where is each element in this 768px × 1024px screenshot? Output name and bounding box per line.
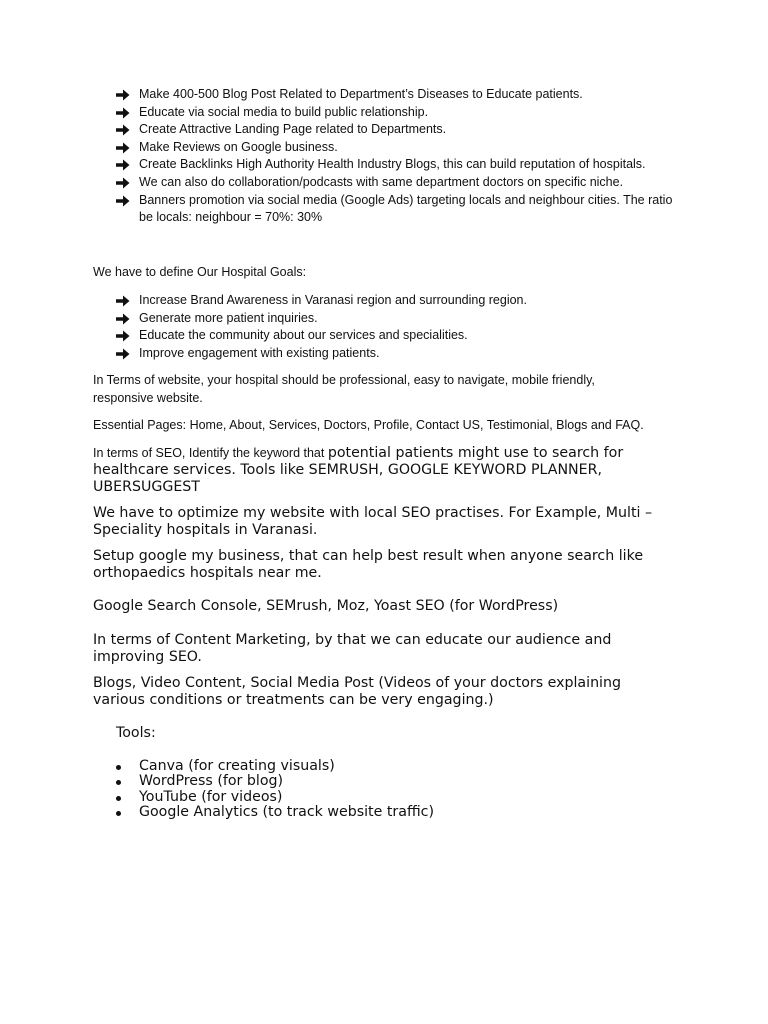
list-item [116,292,686,310]
strategy-list [116,86,686,227]
list-item-text: Create Attractive Landing Page related to Departments. [139,122,447,137]
list-item [116,104,686,122]
arrow-bullet-icon [116,295,130,307]
arrow-bullet-icon [116,89,130,101]
seo-tools-paragraph: Google Search Console, SEMrush, Moz, Yoast SEO (for WordPress) [93,598,559,614]
seo-paragraph-rest: potential patients might use to search for healthcare services. Tools like SEMRUSH, GOOGLE KEYWORD PLANNER, UBERSUGGEST [93,445,624,495]
list-item [116,156,686,174]
list-item [112,774,672,789]
bullet-dot-icon [116,780,121,785]
bullet-dot-icon [116,765,121,770]
list-item [116,139,686,157]
list-item [112,759,672,774]
content-types-paragraph: Blogs, Video Content, Social Media Post (Videos of your doctors explaining various conditions or treatments can be very engaging.) [93,675,621,708]
list-item-text: Generate more patient inquiries. [139,310,318,325]
tools-list [112,759,672,821]
seo-paragraph [93,445,668,496]
list-item [116,86,686,104]
list-item-text: Create Backlinks High Authority Health Industry Blogs, this can build reputation of hospitals. [139,157,646,172]
list-item [112,805,672,820]
list-item-text: We can also do collaboration/podcasts with same department doctors on specific niche. [139,174,624,189]
list-item [116,192,686,227]
list-item [112,790,672,805]
list-item-text: Canva (for creating visuals) [139,758,335,774]
list-item [116,174,686,192]
arrow-bullet-icon [116,177,130,189]
list-item-text: Educate via social media to build public relationship. [139,104,429,119]
list-item-text: Google Analytics (to track website traffic) [139,804,434,821]
goals-list [116,292,686,362]
list-item-text: Educate the community about our services and specialities. [139,328,468,343]
list-item [116,327,686,345]
list-item-text: Make Reviews on Google business. [139,139,338,154]
website-paragraph: In Terms of website, your hospital should be professional, easy to navigate, mobile friendly, responsive website. [93,373,595,405]
local-seo-paragraph: We have to optimize my website with local SEO practises. For Example, Multi – Speciality hospitals in Varanasi. [93,505,653,538]
arrow-bullet-icon [116,313,130,325]
tools-heading: Tools: [116,725,156,741]
google-my-business-paragraph: Setup google my business, that can help best result when anyone search like orthopaedics hospitals near me. [93,548,644,581]
essential-pages-paragraph: Essential Pages: Home, About, Services, Doctors, Profile, Contact US, Testimonial, Blogs and FAQ. [93,418,644,432]
arrow-bullet-icon [116,330,130,342]
list-item-text: Banners promotion via social media (Google Ads) targeting locals and neighbour cities. The ratio be locals: neighbour = 70%: 30% [139,192,673,225]
content-marketing-paragraph: In terms of Content Marketing, by that we can educate our audience and improving SEO. [93,632,612,665]
bullet-dot-icon [116,796,121,801]
arrow-bullet-icon [116,159,130,171]
arrow-bullet-icon [116,348,130,360]
list-item [116,345,686,363]
arrow-bullet-icon [116,142,130,154]
list-item-text: Increase Brand Awareness in Varanasi region and surrounding region. [139,293,527,307]
arrow-bullet-icon [116,124,130,136]
seo-paragraph-start: In terms of SEO, Identify the keyword that [93,446,328,460]
list-item-text: Improve engagement with existing patients. [139,345,380,360]
bullet-dot-icon [116,811,121,816]
goals-heading: We have to define Our Hospital Goals: [93,265,307,279]
list-item [116,310,686,328]
arrow-bullet-icon [116,107,130,119]
list-item-text: WordPress (for blog) [139,773,284,790]
list-item-text: YouTube (for videos) [139,788,283,805]
list-item [116,121,686,139]
arrow-bullet-icon [116,195,130,207]
list-item-text: Make 400-500 Blog Post Related to Department’s Diseases to Educate patients. [139,87,583,101]
